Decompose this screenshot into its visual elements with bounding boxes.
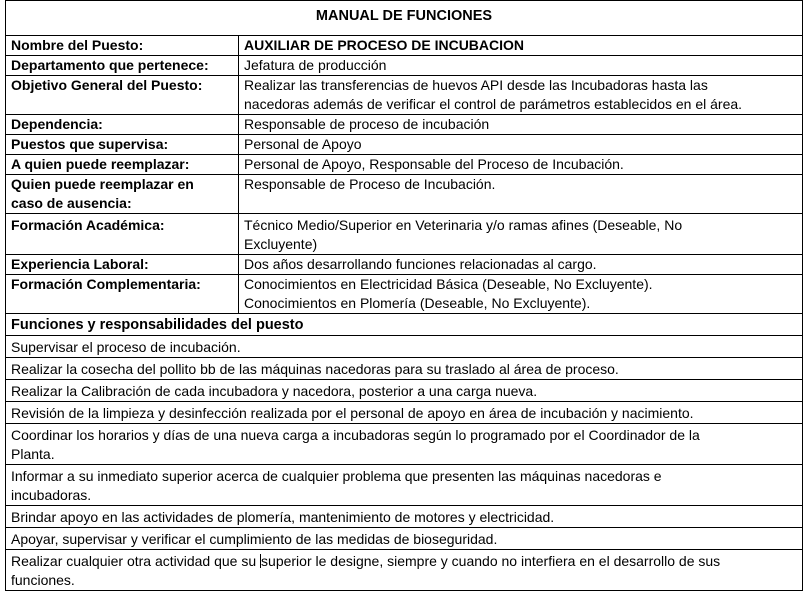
function-item-9-line-2: funciones. [11, 572, 75, 588]
function-row [6, 402, 803, 424]
value-objetivo-line-2: nacedoras además de verificar el control de parámetros establecidos en el área. [244, 96, 743, 112]
function-item-6-line-1: Informar a su inmediato superior acerca de cualquier problema que presenten las máquinas nacedoras e [11, 468, 662, 484]
value-objetivo-line-1: Realizar las transferencias de huevos API desde las Incubadoras hasta las [244, 77, 708, 93]
row-quien-reemplaza-ausencia [6, 175, 803, 214]
row-nombre-puesto [6, 36, 803, 56]
label-a-quien-reemplazar: A quien puede reemplazar: [6, 155, 239, 175]
function-row [6, 506, 803, 528]
label-formacion-complementaria: Formación Complementaria: [6, 275, 239, 314]
label-departamento: Departamento que pertenece: [6, 56, 239, 76]
row-objetivo-general [6, 76, 803, 115]
row-departamento [6, 56, 803, 76]
row-dependencia [6, 115, 803, 135]
row-puestos-supervisa [6, 135, 803, 155]
value-nombre-puesto: AUXILIAR DE PROCESO DE INCUBACION [239, 36, 803, 56]
label-quien-reemplaza-line-2: caso de ausencia: [11, 195, 132, 211]
value-dependencia: Responsable de proceso de incubación [239, 115, 803, 135]
row-a-quien-reemplazar [6, 155, 803, 175]
label-nombre-puesto: Nombre del Puesto: [6, 36, 239, 56]
label-dependencia: Dependencia: [6, 115, 239, 135]
function-item-1: Supervisar el proceso de incubación. [6, 336, 803, 358]
function-row [6, 358, 803, 380]
document-title: MANUAL DE FUNCIONES [6, 1, 803, 36]
function-row [6, 424, 803, 465]
value-formacion-complementaria-line-2: Conocimientos en Plomería (Deseable, No Excluyente). [244, 295, 591, 311]
function-item-4: Revisión de la limpieza y desinfección realizada por el personal de apoyo en área de incubación y nacimiento. [6, 402, 803, 424]
value-a-quien-reemplazar: Personal de Apoyo, Responsable del Proceso de Incubación. [239, 155, 803, 175]
value-objetivo-general [239, 76, 803, 115]
function-item-8: Apoyar, supervisar y verificar el cumplimiento de las medidas de bioseguridad. [6, 528, 803, 550]
function-item-9-text-before-cursor: Realizar cualquier otra actividad que su [11, 553, 261, 569]
value-experiencia-laboral: Dos años desarrollando funciones relacionadas al cargo. [239, 255, 803, 275]
row-formacion-academica [6, 214, 803, 255]
manual-de-funciones-table [5, 0, 803, 591]
function-row [6, 528, 803, 550]
value-formacion-complementaria-line-1: Conocimientos en Electricidad Básica (Deseable, No Excluyente). [244, 276, 653, 292]
function-item-5-line-2: Planta. [11, 446, 55, 462]
row-experiencia-laboral [6, 255, 803, 275]
value-quien-reemplaza-ausencia: Responsable de Proceso de Incubación. [239, 175, 803, 214]
value-puestos-supervisa: Personal de Apoyo [239, 135, 803, 155]
label-experiencia-laboral: Experiencia Laboral: [6, 255, 239, 275]
function-item-5-line-1: Coordinar los horarios y días de una nueva carga a incubadoras según lo programado por el Coordinador de la [11, 427, 700, 443]
function-item-6-line-2: incubadoras. [11, 487, 92, 503]
value-formacion-academica [239, 214, 803, 255]
function-row [6, 465, 803, 506]
functions-header: Funciones y responsabilidades del puesto [6, 314, 803, 336]
function-item-9-text-after-cursor: superior le designe, siempre y cuando no interfiera en el desarrollo de sus [261, 553, 721, 569]
label-quien-reemplaza-ausencia [6, 175, 239, 214]
value-formacion-academica-line-1: Técnico Medio/Superior en Veterinaria y/o ramas afines (Deseable, No [244, 217, 683, 233]
row-functions-header [6, 314, 803, 336]
label-quien-reemplaza-line-1: Quien puede reemplazar en [11, 176, 194, 192]
value-departamento: Jefatura de producción [239, 56, 803, 76]
function-item-2: Realizar la cosecha del pollito bb de las máquinas nacedoras para su traslado al área de proceso. [6, 358, 803, 380]
function-item-6 [6, 465, 803, 506]
value-formacion-complementaria [239, 275, 803, 314]
function-item-5 [6, 424, 803, 465]
function-row [6, 550, 803, 591]
row-formacion-complementaria [6, 275, 803, 314]
function-item-9[interactable] [6, 550, 803, 591]
label-objetivo-general: Objetivo General del Puesto: [6, 76, 239, 115]
label-formacion-academica: Formación Académica: [6, 214, 239, 255]
function-item-3: Realizar la Calibración de cada incubadora y nacedora, posterior a una carga nueva. [6, 380, 803, 402]
label-puestos-supervisa: Puestos que supervisa: [6, 135, 239, 155]
value-formacion-academica-line-2: Excluyente) [244, 236, 318, 252]
function-item-9-line-1 [11, 552, 797, 571]
function-row [6, 380, 803, 402]
function-item-7: Brindar apoyo en las actividades de plomería, mantenimiento de motores y electricidad. [6, 506, 803, 528]
function-row [6, 336, 803, 358]
